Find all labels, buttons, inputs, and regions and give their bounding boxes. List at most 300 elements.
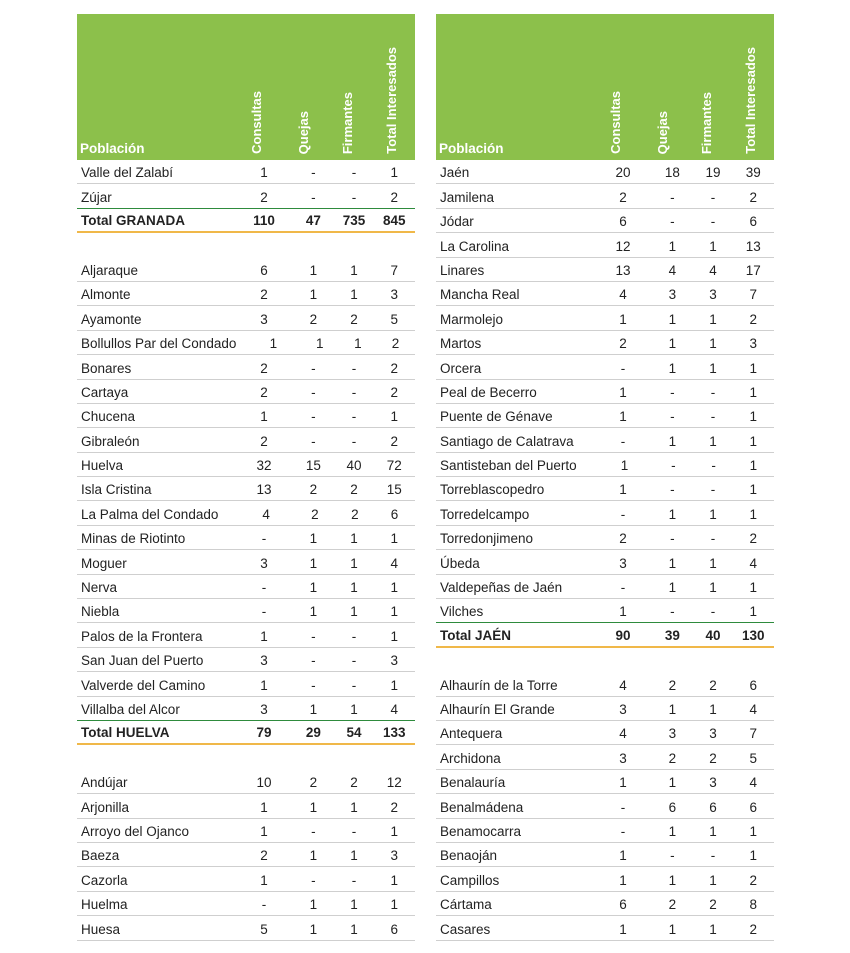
consultas-cell: 2	[260, 189, 268, 205]
quejas-cell: 1	[668, 238, 677, 254]
spacer-row	[77, 233, 415, 257]
table-row	[436, 770, 774, 794]
firmantes-cell: -	[711, 458, 716, 474]
table-row	[77, 160, 415, 184]
consultas-cell: 1	[260, 677, 268, 693]
firmantes-cell: -	[351, 189, 357, 205]
row-name: Torredelcampo	[440, 506, 530, 522]
total-cell: 1	[749, 580, 757, 596]
row-name: Total GRANADA	[81, 213, 185, 229]
consultas-cell: 6	[260, 262, 268, 278]
quejas-cell: 1	[309, 287, 318, 303]
consultas-cell: 2	[260, 848, 268, 864]
total-cell: 13	[745, 238, 761, 254]
total-cell: 5	[749, 750, 757, 766]
table-row	[436, 184, 774, 208]
row-name: Santiago de Calatrava	[440, 433, 574, 449]
firmantes-cell: 40	[705, 627, 721, 643]
table-row	[77, 599, 415, 623]
firmantes-cell: -	[351, 384, 357, 400]
table-row	[77, 867, 415, 891]
consultas-cell: 1	[619, 311, 627, 327]
header-firmantes: Firmantes	[340, 91, 355, 154]
row-name: Martos	[440, 336, 482, 352]
total-cell: 15	[386, 482, 402, 498]
firmantes-cell: -	[710, 848, 716, 864]
table-row	[436, 819, 774, 843]
table-row	[77, 404, 415, 428]
consultas-cell: 2	[619, 189, 627, 205]
table-row	[436, 550, 774, 574]
quejas-cell: -	[670, 531, 675, 547]
consultas-cell: 1	[619, 848, 627, 864]
table-row	[436, 355, 774, 379]
row-name: Mancha Real	[440, 287, 520, 303]
consultas-cell: -	[620, 433, 626, 449]
table-row	[77, 282, 415, 306]
firmantes-cell: 1	[350, 262, 358, 278]
firmantes-cell: 2	[709, 677, 717, 693]
firmantes-cell: 1	[350, 604, 358, 620]
total-cell: 2	[390, 799, 398, 815]
total-cell: 1	[390, 897, 398, 913]
table-row	[77, 258, 415, 282]
row-name: La Palma del Condado	[81, 506, 219, 522]
firmantes-cell: -	[351, 677, 357, 693]
quejas-cell: -	[670, 482, 675, 498]
total-row	[77, 209, 415, 233]
row-name: Marmolejo	[440, 311, 504, 327]
table-row	[436, 916, 774, 940]
row-name: Casares	[440, 921, 491, 937]
firmantes-cell: -	[351, 433, 357, 449]
total-cell: 72	[386, 458, 402, 474]
consultas-cell: 3	[260, 555, 268, 571]
consultas-cell: -	[261, 580, 267, 596]
total-cell: 2	[390, 189, 398, 205]
total-cell: 2	[749, 921, 757, 937]
table-row	[436, 404, 774, 428]
total-cell: 1	[749, 823, 757, 839]
firmantes-cell: 40	[346, 458, 362, 474]
header-quejas: Quejas	[296, 110, 311, 154]
quejas-cell: -	[311, 872, 316, 888]
row-name: Peal de Becerro	[440, 384, 537, 400]
right-table	[436, 14, 774, 941]
row-name: Almonte	[81, 287, 131, 303]
firmantes-cell: 3	[709, 287, 717, 303]
quejas-cell: 6	[668, 799, 677, 815]
table-row	[77, 501, 415, 525]
row-name: Linares	[440, 262, 485, 278]
firmantes-cell: 4	[709, 262, 717, 278]
row-name: Valle del Zalabí	[81, 165, 174, 181]
consultas-cell: 3	[260, 701, 268, 717]
quejas-cell: 1	[309, 262, 318, 278]
consultas-cell: 12	[615, 238, 631, 254]
consultas-cell: 1	[260, 872, 268, 888]
quejas-cell: 1	[668, 921, 677, 937]
consultas-cell: 2	[260, 287, 268, 303]
firmantes-cell: 1	[709, 238, 717, 254]
row-name: Minas de Riotinto	[81, 531, 186, 547]
consultas-cell: 1	[260, 799, 268, 815]
total-cell: 1	[749, 848, 757, 864]
table-row	[436, 599, 774, 623]
firmantes-cell: 2	[351, 506, 359, 522]
row-name: Huesa	[81, 921, 121, 937]
total-cell: 2	[391, 336, 400, 352]
consultas-cell: 3	[619, 701, 627, 717]
row-name: Jaén	[440, 165, 470, 181]
firmantes-cell: 1	[350, 580, 358, 596]
row-name: Palos de la Frontera	[81, 628, 203, 644]
quejas-cell: -	[670, 384, 675, 400]
total-cell: 8	[749, 897, 757, 913]
total-cell: 1	[390, 872, 398, 888]
quejas-cell: 3	[668, 726, 677, 742]
spacer-row	[436, 648, 774, 672]
quejas-cell: -	[311, 189, 316, 205]
quejas-cell: 1	[668, 701, 677, 717]
total-cell: 6	[749, 214, 757, 230]
firmantes-cell: 1	[350, 287, 358, 303]
table-row	[436, 697, 774, 721]
firmantes-cell: -	[710, 214, 716, 230]
row-name: Valverde del Camino	[81, 677, 206, 693]
total-cell: 1	[749, 482, 757, 498]
header-total-interesados: Total Interesados	[743, 47, 758, 154]
total-cell: 3	[390, 653, 398, 669]
row-name: Villalba del Alcor	[81, 701, 180, 717]
table-row	[436, 282, 774, 306]
quejas-cell: 2	[309, 311, 318, 327]
quejas-cell: -	[670, 604, 675, 620]
total-cell: 1	[749, 409, 757, 425]
consultas-cell: 1	[619, 482, 627, 498]
quejas-cell: -	[670, 409, 675, 425]
row-name: Isla Cristina	[81, 482, 152, 498]
total-row	[77, 721, 415, 745]
quejas-cell: -	[670, 214, 675, 230]
total-cell: 7	[749, 726, 757, 742]
quejas-cell: 1	[309, 555, 318, 571]
firmantes-cell: 1	[709, 433, 717, 449]
total-cell: 3	[749, 336, 757, 352]
firmantes-cell: 2	[709, 750, 717, 766]
quejas-cell: 1	[309, 701, 318, 717]
row-name: Arroyo del Ojanco	[81, 823, 190, 839]
row-name: Benalauría	[440, 775, 506, 791]
table-row	[77, 819, 415, 843]
quejas-cell: 2	[311, 506, 319, 522]
firmantes-cell: 1	[709, 555, 717, 571]
quejas-cell: -	[311, 823, 316, 839]
quejas-cell: 29	[305, 725, 321, 741]
row-name: Zújar	[81, 189, 112, 205]
quejas-cell: 1	[668, 555, 677, 571]
quejas-cell: 1	[668, 336, 677, 352]
quejas-cell: 1	[668, 872, 677, 888]
consultas-cell: -	[620, 799, 626, 815]
consultas-cell: -	[620, 823, 626, 839]
table-row	[436, 745, 774, 769]
row-name: Jamilena	[440, 189, 495, 205]
total-cell: 7	[390, 262, 398, 278]
total-cell: 1	[390, 677, 398, 693]
total-cell: 4	[749, 555, 757, 571]
firmantes-cell: -	[710, 189, 716, 205]
row-name: Valdepeñas de Jaén	[440, 580, 563, 596]
row-name: Baeza	[81, 848, 120, 864]
quejas-cell: 1	[309, 921, 318, 937]
total-cell: 2	[390, 384, 398, 400]
left-table-header	[77, 14, 415, 160]
table-row	[436, 380, 774, 404]
row-name: Chucena	[81, 409, 136, 425]
consultas-cell: 2	[619, 336, 627, 352]
firmantes-cell: -	[351, 360, 357, 376]
row-name: Huelma	[81, 897, 128, 913]
table-row	[436, 453, 774, 477]
row-name: Benalmádena	[440, 799, 524, 815]
total-cell: 1	[390, 531, 398, 547]
consultas-cell: 1	[619, 604, 627, 620]
row-name: Bonares	[81, 360, 132, 376]
total-cell: 4	[749, 701, 757, 717]
total-cell: 4	[390, 555, 398, 571]
firmantes-cell: 1	[350, 799, 358, 815]
consultas-cell: 6	[619, 897, 627, 913]
header-consultas: Consultas	[608, 91, 623, 154]
firmantes-cell: 2	[709, 897, 717, 913]
quejas-cell: 1	[668, 823, 677, 839]
firmantes-cell: 1	[709, 701, 717, 717]
firmantes-cell: 1	[709, 311, 717, 327]
table-row	[77, 623, 415, 647]
table-row	[77, 453, 415, 477]
table-row	[436, 209, 774, 233]
consultas-cell: 1	[619, 409, 627, 425]
spacer-row	[77, 745, 415, 769]
consultas-cell: 1	[269, 336, 278, 352]
quejas-cell: -	[311, 360, 316, 376]
consultas-cell: 10	[256, 775, 272, 791]
consultas-cell: -	[261, 897, 267, 913]
row-name: Campillos	[440, 872, 500, 888]
table-row	[77, 331, 415, 355]
consultas-cell: 110	[253, 213, 275, 229]
firmantes-cell: 1	[354, 336, 362, 352]
quejas-cell: 2	[668, 750, 677, 766]
total-cell: 1	[390, 580, 398, 596]
row-name: Cazorla	[81, 872, 128, 888]
table-row	[77, 380, 415, 404]
firmantes-cell: -	[351, 165, 357, 181]
total-cell: 39	[745, 165, 761, 181]
quejas-cell: 1	[309, 531, 318, 547]
table-row	[77, 526, 415, 550]
quejas-cell: 1	[668, 360, 677, 376]
consultas-cell: 2	[260, 433, 268, 449]
total-cell: 2	[749, 872, 757, 888]
table-row	[77, 355, 415, 379]
firmantes-cell: 19	[705, 165, 721, 181]
table-row	[436, 306, 774, 330]
table-row	[436, 428, 774, 452]
firmantes-cell: -	[710, 531, 716, 547]
firmantes-cell: -	[351, 409, 357, 425]
table-row	[77, 575, 415, 599]
total-cell: 1	[390, 165, 398, 181]
total-cell: 1	[749, 458, 758, 474]
total-cell: 7	[749, 287, 757, 303]
quejas-cell: -	[311, 628, 316, 644]
row-name: Vilches	[440, 604, 484, 620]
total-cell: 1	[390, 823, 398, 839]
row-name: Cártama	[440, 897, 492, 913]
firmantes-cell: 1	[350, 921, 358, 937]
quejas-cell: 1	[668, 775, 677, 791]
row-name: Cartaya	[81, 384, 129, 400]
total-row	[436, 623, 774, 647]
total-cell: 845	[382, 213, 406, 229]
row-name: Santisteban del Puerto	[440, 458, 577, 474]
table-row	[436, 233, 774, 257]
quejas-cell: 2	[309, 482, 318, 498]
right-table-header	[436, 14, 774, 160]
total-cell: 5	[390, 311, 398, 327]
table-row	[77, 697, 415, 721]
consultas-cell: 1	[260, 165, 268, 181]
consultas-cell: 1	[619, 872, 627, 888]
row-name: Benaoján	[440, 848, 498, 864]
consultas-cell: 4	[619, 677, 627, 693]
firmantes-cell: 1	[350, 701, 358, 717]
consultas-cell: 90	[615, 627, 631, 643]
consultas-cell: 3	[260, 311, 268, 327]
firmantes-cell: 1	[709, 506, 717, 522]
header-poblacion: Población	[80, 141, 145, 156]
consultas-cell: 20	[615, 165, 631, 181]
row-name: Úbeda	[440, 555, 480, 571]
total-cell: 2	[749, 531, 757, 547]
table-row	[436, 477, 774, 501]
table-row	[436, 160, 774, 184]
row-name: Alhaurín El Grande	[440, 701, 555, 717]
table-row	[77, 477, 415, 501]
consultas-cell: 79	[256, 725, 272, 741]
consultas-cell: -	[620, 506, 626, 522]
table-row	[77, 672, 415, 696]
consultas-cell: 1	[260, 409, 268, 425]
total-cell: 3	[390, 287, 398, 303]
row-name: Huelva	[81, 458, 124, 474]
quejas-cell: 1	[668, 580, 677, 596]
total-cell: 1	[390, 628, 398, 644]
row-name: Torredonjimeno	[440, 531, 534, 547]
row-name: Puente de Génave	[440, 409, 553, 425]
quejas-cell: 1	[668, 311, 677, 327]
total-cell: 17	[745, 262, 761, 278]
firmantes-cell: 54	[346, 725, 362, 741]
table-row	[77, 770, 415, 794]
quejas-cell: -	[311, 653, 316, 669]
quejas-cell: -	[671, 458, 676, 474]
firmantes-cell: -	[710, 482, 716, 498]
table-row	[77, 184, 415, 208]
total-cell: 4	[390, 701, 398, 717]
row-name: Ayamonte	[81, 311, 142, 327]
total-cell: 1	[749, 506, 757, 522]
table-row	[436, 331, 774, 355]
quejas-cell: 3	[668, 287, 677, 303]
firmantes-cell: 1	[709, 872, 717, 888]
table-row	[436, 501, 774, 525]
total-cell: 133	[382, 725, 406, 741]
row-name: Arjonilla	[81, 799, 130, 815]
quejas-cell: 1	[315, 336, 324, 352]
consultas-cell: 2	[260, 360, 268, 376]
firmantes-cell: -	[351, 653, 357, 669]
consultas-cell: 4	[619, 287, 627, 303]
row-name: Nerva	[81, 580, 118, 596]
firmantes-cell: 3	[709, 775, 717, 791]
total-cell: 6	[390, 506, 399, 522]
row-name: Antequera	[440, 726, 503, 742]
firmantes-cell: 1	[709, 336, 717, 352]
total-cell: 1	[390, 604, 398, 620]
table-row	[77, 648, 415, 672]
header-total-interesados: Total Interesados	[384, 47, 399, 154]
row-name: Moguer	[81, 555, 127, 571]
table-row	[436, 258, 774, 282]
quejas-cell: 1	[309, 580, 318, 596]
quejas-cell: 15	[305, 458, 321, 474]
quejas-cell: -	[311, 409, 316, 425]
firmantes-cell: -	[351, 628, 357, 644]
header-firmantes: Firmantes	[699, 91, 714, 154]
row-name: Total HUELVA	[81, 725, 170, 741]
consultas-cell: -	[620, 580, 626, 596]
row-name: Niebla	[81, 604, 120, 620]
firmantes-cell: 3	[709, 726, 717, 742]
row-name: Andújar	[81, 775, 128, 791]
quejas-cell: -	[311, 165, 316, 181]
header-consultas: Consultas	[249, 91, 264, 154]
table-row	[436, 867, 774, 891]
quejas-cell: 1	[309, 604, 318, 620]
firmantes-cell: -	[710, 409, 716, 425]
right-table-rows	[436, 160, 774, 941]
quejas-cell: 1	[309, 897, 318, 913]
consultas-cell: 13	[615, 262, 631, 278]
consultas-cell: 1	[619, 384, 627, 400]
firmantes-cell: 1	[350, 531, 358, 547]
quejas-cell: 1	[309, 799, 318, 815]
table-row	[77, 550, 415, 574]
consultas-cell: 3	[260, 653, 268, 669]
consultas-cell: 6	[619, 214, 627, 230]
firmantes-cell: -	[351, 823, 357, 839]
total-cell: 2	[390, 360, 398, 376]
consultas-cell: -	[261, 531, 267, 547]
table-row	[436, 526, 774, 550]
total-cell: 1	[749, 384, 757, 400]
total-cell: 12	[386, 775, 402, 791]
consultas-cell: -	[620, 360, 626, 376]
firmantes-cell: 1	[709, 823, 717, 839]
